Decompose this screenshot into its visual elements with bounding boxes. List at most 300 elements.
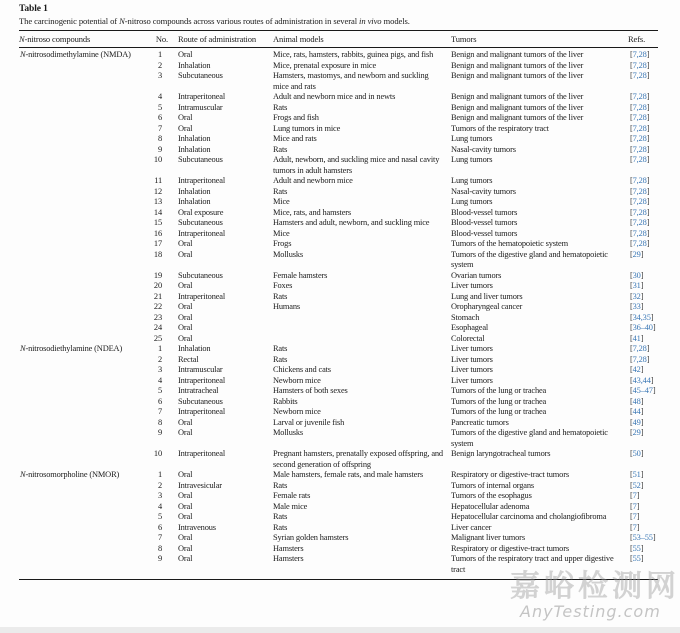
ref-bracket: ] (652, 386, 656, 395)
ref-bracket: [ (630, 312, 633, 322)
row-number: 8 (157, 543, 162, 553)
ref-bracket: ] (636, 522, 640, 532)
tumors: Liver tumors (451, 344, 493, 353)
animal-models: Mollusks (273, 428, 303, 437)
route-of-administration: Oral (178, 123, 193, 133)
refs-cell (628, 218, 658, 229)
route-of-administration: Intramuscular (178, 102, 223, 112)
ref-bracket: [ (630, 344, 633, 353)
refs-cell (628, 523, 658, 534)
refs-cell (628, 544, 658, 555)
row-number: 4 (157, 375, 162, 385)
tumors: Liver tumors (451, 281, 493, 290)
column-header-refs: Refs. (628, 31, 658, 48)
tumors: Tumors of the digestive gland and hematopoietic system (451, 428, 608, 448)
animal-models: Mice, rats, hamsters, rabbits, guinea pigs, and fish (273, 50, 434, 59)
ref-bracket: [ (630, 470, 633, 479)
row-number: 15 (153, 218, 162, 227)
row-number: 19 (153, 270, 162, 280)
route-of-administration: Oral (178, 323, 193, 332)
table-row (19, 61, 658, 72)
animal-models: Lung tumors in mice (273, 123, 341, 133)
ref-bracket: [ (630, 102, 633, 112)
ref-bracket: ] (646, 60, 650, 70)
table-row (19, 134, 658, 145)
table-row (19, 187, 658, 198)
tumors: Nasal-cavity tumors (451, 186, 516, 196)
ref-bracket: ] (652, 533, 656, 542)
compound-name (19, 512, 146, 523)
animal-models: Rats (273, 144, 288, 154)
compound-name (19, 187, 146, 198)
table-row (19, 71, 658, 92)
table-row (19, 407, 658, 418)
ref-bracket: [ (630, 144, 633, 154)
route-of-administration: Subcutaneous (178, 218, 223, 227)
ref-bracket: ] (640, 333, 644, 343)
route-of-administration: Oral (178, 312, 193, 322)
ref-bracket: [ (630, 50, 633, 59)
ref-bracket: [ (630, 501, 633, 511)
reference-link[interactable]: 7,28 (632, 344, 647, 353)
animal-models: Hamsters, mastomys, and newborn and suckling mice and rats (273, 71, 429, 91)
ref-bracket: ] (646, 134, 650, 143)
refs-cell (628, 187, 658, 198)
refs-cell (628, 155, 658, 176)
ref-bracket: ] (646, 218, 650, 227)
animal-models: Rats (273, 186, 288, 196)
ref-bracket: [ (630, 134, 633, 143)
route-of-administration: Inhalation (178, 197, 211, 206)
route-of-administration: Inhalation (178, 60, 211, 70)
ref-bracket: ] (640, 396, 644, 406)
compound-name (19, 334, 146, 345)
refs-cell (628, 47, 658, 61)
ref-bracket: [ (630, 333, 633, 343)
ref-bracket: ] (646, 71, 650, 80)
row-number: 22 (153, 302, 162, 311)
compound-name (19, 145, 146, 156)
ref-bracket: ] (646, 186, 650, 196)
tumors: Liver cancer (451, 522, 492, 532)
compound-name (19, 271, 146, 282)
table-row (19, 124, 658, 135)
refs-cell (628, 113, 658, 124)
compound-name (19, 281, 146, 292)
tumors: Liver tumors (451, 375, 493, 385)
refs-cell (628, 407, 658, 418)
ref-bracket: [ (630, 281, 633, 290)
compound-name: N-nitrosomorpholine (NMOR) (20, 470, 120, 479)
reference-link[interactable]: 7,28 (632, 50, 647, 59)
compound-name (19, 124, 146, 135)
animal-models (273, 323, 451, 334)
route-of-administration: Subcutaneous (178, 71, 223, 80)
route-of-administration: Oral (178, 554, 193, 563)
reference-link[interactable]: 7,28 (632, 134, 647, 143)
ref-bracket: [ (630, 354, 633, 364)
refs-cell (628, 313, 658, 324)
route-of-administration: Oral (178, 302, 193, 311)
column-header-animal: Animal models (273, 31, 451, 48)
tumors: Tumors of the esophagus (451, 491, 532, 500)
tumors: Lung tumors (451, 134, 493, 143)
ref-bracket: ] (640, 417, 644, 427)
reference-link[interactable]: 7,28 (632, 71, 647, 80)
table-row (19, 418, 658, 429)
reference-link[interactable]: 36–40 (632, 323, 653, 332)
ref-bracket: [ (630, 60, 633, 70)
reference-link[interactable]: 45–47 (632, 386, 653, 395)
row-number: 6 (157, 396, 162, 406)
ref-bracket: ] (646, 155, 650, 164)
compound-name (19, 533, 146, 544)
reference-link[interactable]: 7,28 (632, 197, 647, 206)
animal-models: Adult and newborn mice and in newts (273, 92, 396, 101)
refs-cell (628, 61, 658, 72)
compound-name (19, 103, 146, 114)
ref-bracket: ] (646, 344, 650, 353)
ref-bracket: [ (630, 375, 633, 385)
refs-cell (628, 533, 658, 544)
tumors: Benign and malignant tumors of the liver (451, 60, 584, 70)
animal-models (273, 334, 451, 345)
animal-models: Hamsters (273, 543, 304, 553)
reference-link[interactable]: 32 (632, 291, 641, 301)
tumors: Esophageal (451, 323, 489, 332)
animal-models: Mice, rats, and hamsters (273, 207, 352, 217)
reference-link[interactable]: 7,28 (632, 113, 647, 122)
table-header-row (19, 31, 658, 48)
route-of-administration: Intraperitoneal (178, 407, 226, 416)
animal-models: Hamsters (273, 554, 304, 563)
animal-models: Pregnant hamsters, prenatally exposed offspring, and second generation of offspring (273, 449, 443, 469)
compound-name (19, 323, 146, 334)
table-row (19, 229, 658, 240)
reference-link[interactable]: 7 (632, 522, 637, 532)
ref-bracket: [ (630, 270, 633, 280)
ref-bracket: [ (630, 197, 633, 206)
tumors: Hepatocellular adenoma (451, 501, 530, 511)
refs-cell (628, 355, 658, 366)
row-number: 7 (157, 123, 162, 133)
animal-models: Rats (273, 522, 288, 532)
tumors: Blood-vessel tumors (451, 228, 518, 238)
animal-models: Syrian golden hamsters (273, 533, 349, 542)
reference-link[interactable]: 29 (632, 428, 641, 437)
row-number: 9 (157, 428, 162, 437)
compound-name (19, 239, 146, 250)
row-number: 14 (153, 207, 162, 217)
reference-link[interactable]: 55 (632, 554, 641, 563)
route-of-administration: Intraperitoneal (178, 449, 226, 458)
row-number: 8 (157, 417, 162, 427)
compound-name (19, 134, 146, 145)
compound-name (19, 208, 146, 219)
refs-cell (628, 239, 658, 250)
tumors: Benign and malignant tumors of the liver (451, 92, 584, 101)
table-row (19, 145, 658, 156)
tumors: Respiratory or digestive-tract tumors (451, 470, 569, 479)
animal-models: Frogs (273, 239, 292, 248)
reference-link[interactable]: 7,28 (632, 123, 647, 133)
row-number: 1 (157, 344, 162, 353)
refs-cell (628, 302, 658, 313)
ref-bracket: ] (650, 312, 654, 322)
route-of-administration: Inhalation (178, 344, 211, 353)
reference-link[interactable]: 34,35 (632, 312, 651, 322)
compound-name (19, 386, 146, 397)
reference-link[interactable]: 7,28 (632, 60, 647, 70)
route-of-administration: Intraperitoneal (178, 92, 226, 101)
refs-cell (628, 481, 658, 492)
reference-link[interactable]: 7 (632, 491, 637, 500)
animal-models: Mice (273, 197, 290, 206)
tumors: Liver tumors (451, 354, 493, 364)
reference-link[interactable]: 33 (632, 302, 641, 311)
table-row (19, 470, 658, 481)
row-number: 24 (153, 323, 162, 332)
ref-bracket: [ (630, 512, 633, 521)
ref-bracket: [ (630, 302, 633, 311)
ref-bracket: [ (630, 155, 633, 164)
reference-link[interactable]: 43,44 (632, 375, 651, 385)
ref-bracket: ] (640, 291, 644, 301)
animal-models: Mice and rats (273, 134, 317, 143)
table-row (19, 47, 658, 61)
table-row (19, 334, 658, 345)
reference-link[interactable]: 44 (632, 407, 641, 416)
ref-bracket: ] (646, 92, 650, 101)
column-header-no: No. (146, 31, 168, 48)
reference-link[interactable]: 48 (632, 396, 641, 406)
ref-bracket: ] (636, 501, 640, 511)
compound-name (19, 92, 146, 103)
row-number: 8 (157, 134, 162, 143)
tumors: Nasal-cavity tumors (451, 144, 516, 154)
ref-bracket: [ (630, 365, 633, 374)
reference-link[interactable]: 55 (632, 543, 641, 553)
row-number: 5 (157, 102, 162, 112)
ref-bracket: ] (636, 491, 640, 500)
animal-models: Male hamsters, female rats, and male hamsters (273, 470, 423, 479)
table-row (19, 92, 658, 103)
animal-models: Female rats (273, 491, 311, 500)
refs-cell (628, 71, 658, 92)
ref-bracket: [ (630, 533, 633, 542)
route-of-administration: Oral (178, 491, 193, 500)
reference-link[interactable]: 7,28 (632, 176, 647, 185)
table-row (19, 554, 658, 580)
reference-link[interactable]: 52 (632, 480, 641, 490)
ref-bracket: [ (630, 449, 633, 458)
ref-bracket: [ (630, 239, 633, 248)
tumors: Lung and liver tumors (451, 291, 523, 301)
refs-cell (628, 124, 658, 135)
compound-name (19, 61, 146, 72)
reference-link[interactable]: 7,28 (632, 102, 647, 112)
compound-name: N-nitrosodimethylamine (NMDA) (20, 50, 131, 59)
table-row (19, 302, 658, 313)
refs-cell (628, 176, 658, 187)
compound-name (19, 376, 146, 387)
tumors: Tumors of the lung or trachea (451, 386, 547, 395)
compound-name (19, 428, 146, 449)
refs-cell (628, 229, 658, 240)
row-number: 5 (157, 512, 162, 521)
tumors: Benign and malignant tumors of the liver (451, 102, 584, 112)
refs-cell (628, 271, 658, 282)
row-number: 11 (154, 176, 162, 185)
route-of-administration: Intraperitoneal (178, 375, 226, 385)
reference-link[interactable]: 29 (632, 249, 641, 259)
refs-cell (628, 365, 658, 376)
ref-bracket: [ (630, 407, 633, 416)
table-row (19, 313, 658, 324)
reference-link[interactable]: 50 (632, 449, 641, 458)
reference-link[interactable]: 7,28 (632, 92, 647, 101)
reference-link[interactable]: 30 (632, 270, 641, 280)
refs-cell (628, 103, 658, 114)
ref-bracket: ] (646, 354, 650, 364)
page-bottom-edge (0, 627, 680, 633)
refs-cell (628, 344, 658, 355)
reference-link[interactable]: 7 (632, 501, 637, 511)
reference-link[interactable]: 7,28 (632, 228, 647, 238)
ref-bracket: [ (630, 491, 633, 500)
reference-link[interactable]: 7,28 (632, 155, 647, 164)
ref-bracket: ] (640, 407, 644, 416)
reference-link[interactable]: 7,28 (632, 354, 647, 364)
ref-bracket: ] (640, 543, 644, 553)
reference-link[interactable]: 7,28 (632, 186, 647, 196)
tumors: Pancreatic tumors (451, 417, 509, 427)
row-number: 18 (153, 249, 162, 259)
reference-link[interactable]: 41 (632, 333, 641, 343)
tumors: Ovarian tumors (451, 270, 502, 280)
table-body (19, 47, 658, 580)
animal-models: Larval or juvenile fish (273, 417, 345, 427)
ref-bracket: [ (630, 123, 633, 133)
compound-name (19, 481, 146, 492)
table-row (19, 197, 658, 208)
tumors: Lung tumors (451, 176, 493, 185)
compound-name: N-nitrosodiethylamine (NDEA) (20, 344, 123, 353)
compound-name (19, 523, 146, 534)
table-row (19, 533, 658, 544)
ref-bracket: ] (640, 281, 644, 290)
row-number: 9 (157, 144, 162, 154)
compound-name (19, 176, 146, 187)
reference-link[interactable]: 42 (632, 365, 641, 374)
tumors: Colorectal (451, 333, 485, 343)
tumors: Liver tumors (451, 365, 493, 374)
row-number: 3 (157, 71, 162, 80)
route-of-administration: Intraperitoneal (178, 291, 226, 301)
animal-models: Adult, newborn, and suckling mice and nasal cavity tumors in adult hamsters (273, 155, 440, 175)
route-of-administration: Intratracheal (178, 386, 219, 395)
ref-bracket: [ (630, 522, 633, 532)
reference-link[interactable]: 31 (632, 281, 641, 290)
route-of-administration: Subcutaneous (178, 155, 223, 164)
table-title: Table 1 (19, 4, 48, 14)
compound-name (19, 491, 146, 502)
animal-models: Rats (273, 102, 288, 112)
watermark-domain-text: AnyTesting.com (520, 602, 661, 621)
reference-link[interactable]: 53–55 (632, 533, 653, 542)
reference-link[interactable]: 7,28 (632, 207, 647, 217)
ref-bracket: ] (646, 123, 650, 133)
table-row (19, 271, 658, 282)
reference-link[interactable]: 49 (632, 417, 641, 427)
tumors: Blood-vessel tumors (451, 207, 518, 217)
route-of-administration: Intravesicular (178, 480, 222, 490)
refs-cell (628, 250, 658, 271)
tumors: Tumors of the respiratory tract (451, 123, 549, 133)
row-number: 3 (157, 491, 162, 500)
compound-name (19, 229, 146, 240)
animal-models: Chickens and cats (273, 365, 331, 374)
column-header-compound: N-nitroso compounds (19, 31, 146, 48)
compound-name (19, 449, 146, 470)
ref-bracket: [ (630, 207, 633, 217)
tumors: Benign and malignant tumors of the liver (451, 71, 584, 80)
tumors: Tumors of the respiratory tract and upper digestive tract (451, 554, 614, 574)
compound-name (19, 365, 146, 376)
refs-cell (628, 292, 658, 303)
reference-link[interactable]: 7 (632, 512, 637, 521)
table-row (19, 103, 658, 114)
ref-bracket: ] (646, 102, 650, 112)
animal-models: Rats (273, 354, 288, 364)
route-of-administration: Oral (178, 113, 193, 122)
ref-bracket: ] (636, 512, 640, 521)
reference-link[interactable]: 7,28 (632, 239, 647, 248)
ref-bracket: ] (646, 113, 650, 122)
route-of-administration: Inhalation (178, 134, 211, 143)
compound-name (19, 407, 146, 418)
refs-cell (628, 386, 658, 397)
ref-bracket: [ (630, 417, 633, 427)
route-of-administration: Oral (178, 333, 193, 343)
tumors: Tumors of the lung or trachea (451, 407, 547, 416)
refs-cell (628, 491, 658, 502)
ref-bracket: ] (640, 449, 644, 458)
route-of-administration: Intraperitoneal (178, 228, 226, 238)
table-row (19, 544, 658, 555)
ref-bracket: [ (630, 396, 633, 406)
ref-bracket: ] (640, 470, 644, 479)
reference-link[interactable]: 7,28 (632, 218, 647, 227)
compound-name (19, 113, 146, 124)
refs-cell (628, 134, 658, 145)
table-row (19, 323, 658, 334)
row-number: 2 (157, 60, 162, 70)
table-row (19, 428, 658, 449)
compound-name (19, 397, 146, 408)
ref-bracket: ] (640, 428, 644, 437)
row-number: 13 (153, 197, 162, 206)
reference-link[interactable]: 7,28 (632, 144, 647, 154)
route-of-administration: Oral (178, 428, 193, 437)
reference-link[interactable]: 51 (632, 470, 641, 479)
tumors: Lung tumors (451, 155, 493, 164)
row-number: 4 (157, 501, 162, 511)
ref-bracket: ] (646, 176, 650, 185)
ref-bracket: ] (646, 228, 650, 238)
ref-bracket: [ (630, 92, 633, 101)
animal-models: Mollusks (273, 249, 303, 259)
